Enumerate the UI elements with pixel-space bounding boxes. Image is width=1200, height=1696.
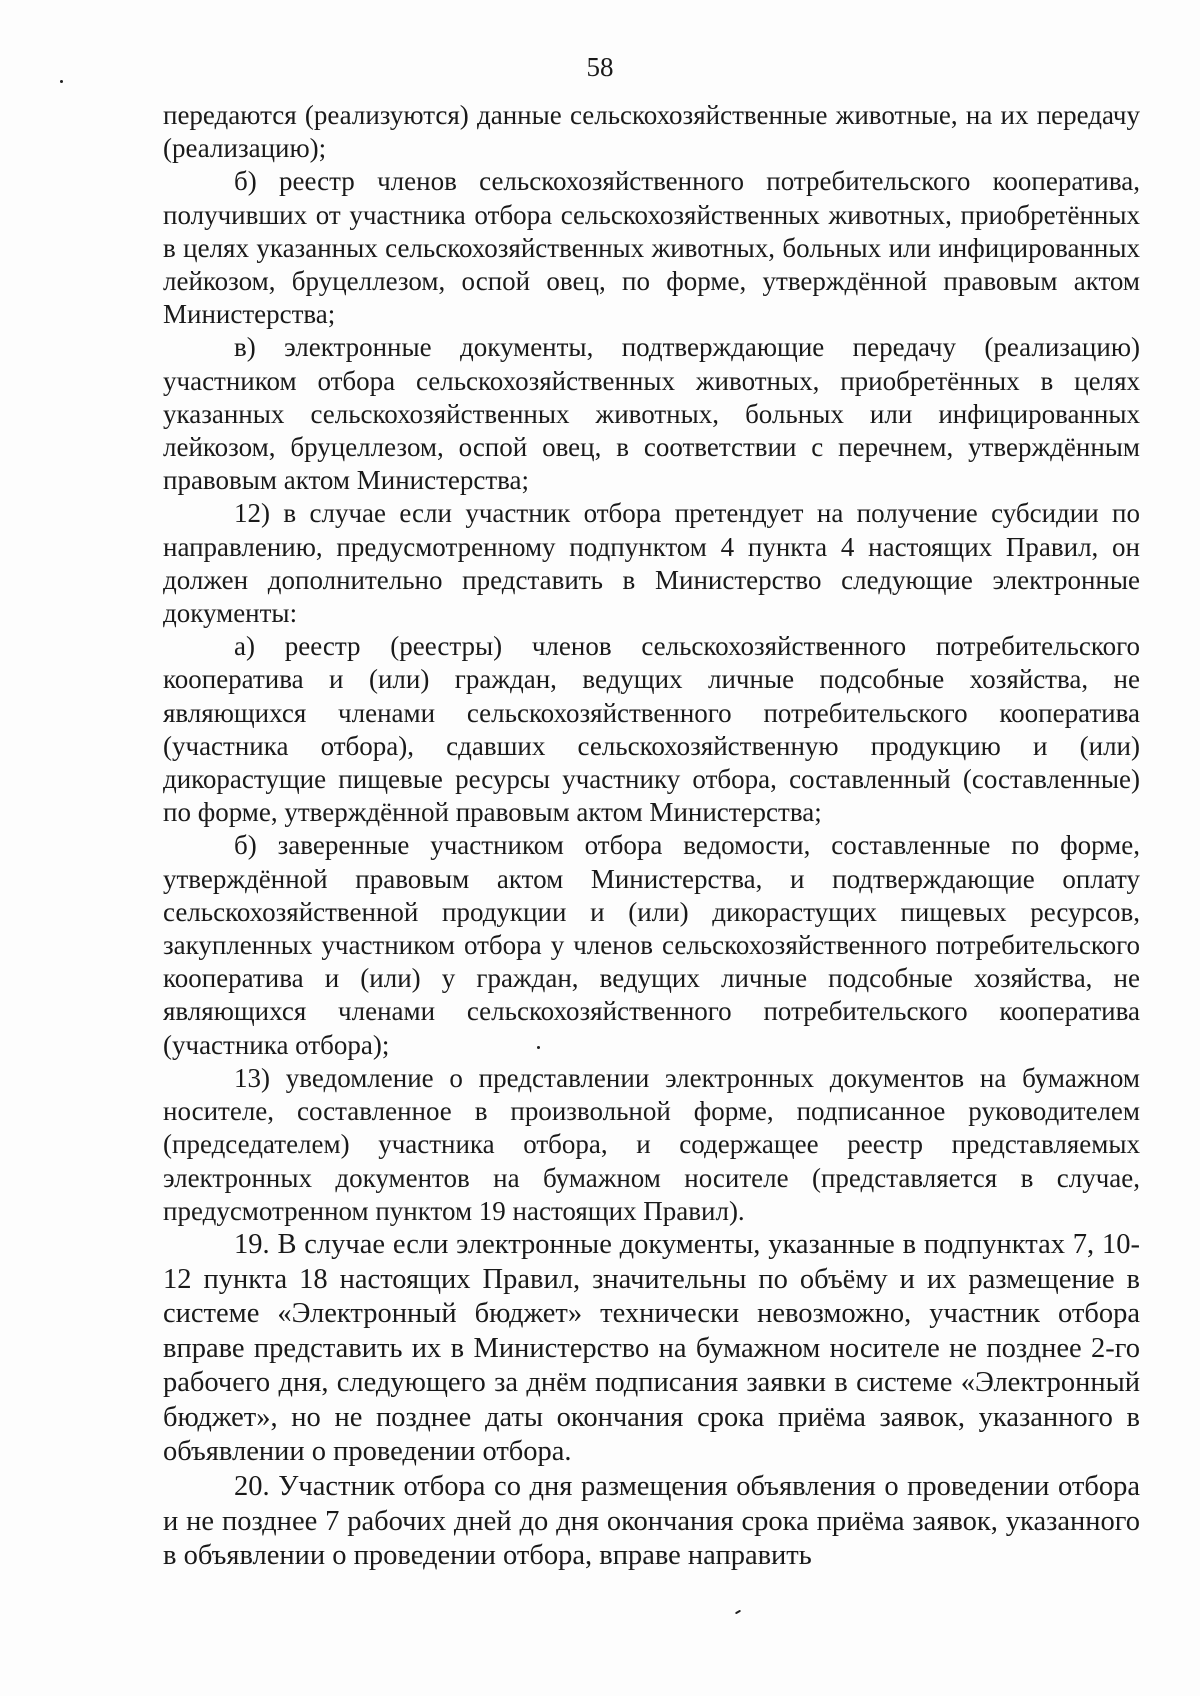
document-body [163,99,1140,1574]
paragraph-item-v-documents: в) электронные документы, подтверждающие передачу (реализацию) участником отбора сельскохозяйственных животных, приобретённых в целях указанных сельскохозяйственных животных, больных или инфицированных лейкозом, бруцеллезом, оспой овец, в соответствии с перечнем, утверждённым правовым актом Министерства; [163,332,1140,496]
scan-speck [537,1046,540,1049]
paragraph-section-19: 19. В случае если электронные документы, указанные в подпунктах 7, 10-12 пункта 18 настоящих Правил, значительны по объёму и их размещение в системе «Электронный бюджет» технически невозможно, участник отбора вправе представить их в Министерство на бумажном носителе не позднее 2-го рабочего дня, следующего за днём подписания заявки в системе «Электронный бюджет», но не позднее даты окончания срока приёма заявок, указанного в объявлении о проведении отбора. [163,1228,1140,1468]
paragraph-item-b-statements: б) заверенные участником отбора ведомости, составленные по форме, утверждённой правовым актом Министерства, и подтверждающие оплату сельскохозяйственной продукции и (или) дикорастущих пищевых ресурсов, закупленных участником отбора у членов сельскохозяйственного потребительского кооператива и (или) у граждан, ведущих личные подсобные хозяйства, не являющихся членами сельскохозяйственного потребительского кооператива (участника отбора); [163,830,1140,1060]
paragraph-item-12: 12) в случае если участник отбора претендует на получение субсидии по направлению, предусмотренному подпунктом 4 пункта 4 настоящих Правил, он должен дополнительно представить в Министерство следующие электронные документы: [163,498,1140,629]
paragraph-continuation: передаются (реализуются) данные сельскохозяйственные животные, на их передачу (реализацию); [163,100,1140,164]
scan-speck [735,1610,741,1615]
page-number: 58 [586,52,614,82]
paragraph-section-20: 20. Участник отбора со дня размещения объявления о проведении отбора и не позднее 7 рабочих дней до дня окончания срока приёма заявок, указанного в объявлении о проведении отбора, вправе направить [163,1471,1140,1572]
scan-speck [60,80,63,83]
paragraph-item-b-registry: б) реестр членов сельскохозяйственного потребительского кооператива, получивших от участника отбора сельскохозяйственных животных, приобретённых в целях указанных сельскохозяйственных животных, больных или инфицированных лейкозом, бруцеллезом, оспой овец, по форме, утверждённой правовым актом Министерства; [163,166,1140,330]
paragraph-item-13: 13) уведомление о представлении электронных документов на бумажном носителе, составленное в произвольной форме, подписанное руководителем (председателем) участника отбора, и содержащее реестр представляемых электронных документов на бумажном носителе (представляется в случае, предусмотренном пунктом 19 настоящих Правил). [163,1062,1140,1226]
paragraph-item-a-registry: а) реестр (реестры) членов сельскохозяйственного потребительского кооператива и (или) граждан, ведущих личные подсобные хозяйства, не являющихся членами сельскохозяйственного потребительского кооператива (участника отбора), сдавших сельскохозяйственную продукцию и (или) дикорастущие пищевые ресурсы участнику отбора, составленный (составленные) по форме, утверждённой правовым актом Министерства; [163,631,1140,828]
